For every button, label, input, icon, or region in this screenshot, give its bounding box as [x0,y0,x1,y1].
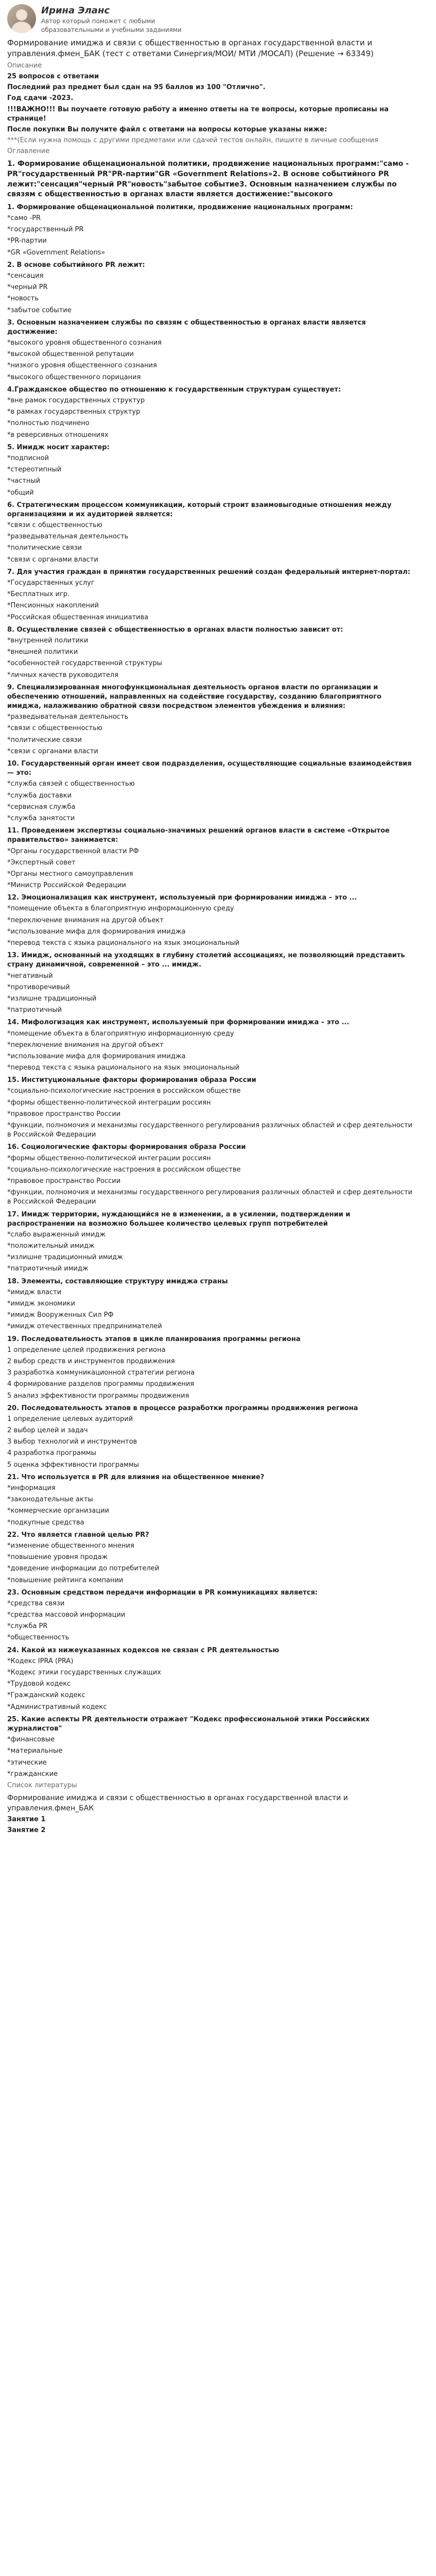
answer-option: *в рамках государственных структур [7,408,141,416]
lesson-2: Занятие 2 [7,1826,46,1835]
avatar[interactable] [7,4,36,33]
question-text: 2. В основе событийного PR лежит: [7,261,145,269]
question-text: 18. Элементы, составляющие структуру имиджа страны [7,1277,228,1285]
question-text: 17. Имидж территории, нуждающийся не в изменении, а в усилении, подтверждении и распространении на возможно большее количество целевых групп потребителей [7,1210,351,1228]
answer-option: 1 определение целевых аудиторий [7,1415,133,1423]
intro-line: !!!ВАЖНО!!! Вы поучаете готовую работу а именно ответы на те вопросы, которые прописаны на странице! [7,105,389,123]
answer-option: *имидж Вооруженных Сил РФ [7,1311,114,1319]
answer-option: *финансовые [7,1736,55,1744]
answer-option: *материальные [7,1747,63,1755]
question-text: 3. Основным назначением службы по связям с общественностью в органах власти является достижение: [7,318,366,336]
question-text: 14. Мифологизация как инструмент, используемый при формировании имиджа – это ... [7,1019,350,1027]
answer-option: *связи с органами власти [7,555,98,564]
question-text: 23. Основным средством передачи информации в PR коммуникациях является: [7,1588,318,1597]
answer-option: *Органы государственной власти РФ [7,847,139,855]
answer-option: *патриотичный [7,1006,62,1014]
answer-option: *Кодекс этики государственных служащих [7,1669,161,1677]
answer-option: *перевод текста с языка рационального на язык эмоциональный [7,939,240,947]
answer-option: *внешней политики [7,648,78,656]
question-text: 5. Имидж носит характер: [7,443,110,451]
answer-option: *доведение информации до потребителей [7,1565,160,1573]
author-description: Автор который поможет с любыми образовательными и учебными заданиями [41,18,182,33]
answer-option: *общественность [7,1634,69,1642]
answer-option: *PR-партии [7,237,47,245]
answer-option: *Гражданский кодекс [7,1691,85,1700]
answer-option: *низкого уровня общественного сознания [7,362,157,370]
answer-option: *излишне традиционный [7,994,97,1003]
answer-option: *служба PR [7,1622,48,1631]
answer-option: *частный [7,477,41,485]
answer-option: *служба занятости [7,814,75,822]
answer-option: *этические [7,1758,47,1767]
answer-option: *вне рамок государственных структур [7,397,145,405]
answer-option: *стереотипный [7,466,62,474]
answer-option: *Пенсионных накоплений [7,602,99,610]
question-text: 11. Проведением экспертизы социально-значимых решений органов власти в системе «Открытое правительство» занимается: [7,827,390,844]
intro-line: Описание [7,61,42,70]
intro-line: 25 вопросов с ответами [7,72,99,80]
answer-option: *использование мифа для формирования имиджа [7,1052,186,1060]
answer-option: *Экспертный совет [7,858,76,867]
question-text: 22. Что является главной целью PR? [7,1531,149,1539]
answer-option: *связи с общественностью [7,724,102,733]
answer-option: *средства связи [7,1599,65,1607]
answer-option: *связи с органами власти [7,747,98,755]
answer-option: *излишне традиционный имидж [7,1253,123,1262]
lesson-1: Занятие 1 [7,1816,46,1824]
intro-line: Год сдачи -2023. [7,94,74,103]
answer-option: *гражданские [7,1770,58,1778]
answer-option: *внутренней политики [7,636,89,645]
answer-option: *переключение внимания на другой объект [7,1041,164,1049]
answer-option: *подкупные средства [7,1518,84,1527]
question-text: 10. Государственный орган имеет свои подразделения, осуществляющие социальные взаимодействия — это: [7,760,412,777]
answer-option: *слабо выраженный имидж [7,1230,106,1239]
answer-option: *Российская общественная инициатива [7,613,149,621]
answer-option: *социально-психологические настроения в российском обществе [7,1087,241,1095]
questions-section [7,159,414,1778]
answer-option: *подписной [7,454,49,462]
question-text: 1. Формирование общенациональной политики, продвижение национальных программ:"само -PR"государственный PR"PR-партии"GR «Government Relations»2. В основе событийного PR лежит:"сенсация"черный PR"новость"забытое событие3. Основным назначением службы по связям с общественностью в органах власти является достижение:"высокого [7,160,409,199]
answer-option: *правовое пространство России [7,1177,121,1185]
document-title: Формирование имиджа и связи с общественностью в органах государственной власти и управления.фмен_БАК (тест с ответами Синергия/МОИ/ МТИ /МОСАП) (Решение → 63349) [7,38,374,58]
answer-option: *Государственных услуг [7,579,95,587]
intro-line: Оглавление [7,147,50,156]
answer-option: *служба связей с общественностью [7,780,135,788]
answer-option: *разведывательная деятельность [7,533,129,541]
answer-option: *полностью подчинено [7,419,90,428]
answer-option: *коммерческие организации [7,1507,110,1515]
question-text: 12. Эмоционализация как инструмент, используемый при формировании имиджа – это ... [7,894,357,902]
answer-option: *общий [7,488,34,497]
answer-option: *информация [7,1484,56,1493]
answer-option: *функции, полномочия и механизмы государственного регулирования различных областей и сфер деятельности в Российской Федерации [7,1189,413,1206]
answer-option: 3 разработка коммуникационной стратегии региона [7,1369,195,1377]
answer-option: *Министр Российской Федерации [7,882,126,890]
answer-option: *политические связи [7,736,82,744]
question-text: 7. Для участия граждан в принятии государственных решений создан федеральный интернет-портал: [7,568,411,576]
answer-option: *высокого общественного порицания [7,373,141,381]
answer-option: *имидж отечественных предпринимателей [7,1323,162,1331]
answer-option: *изменение общественного мнения [7,1541,134,1550]
answer-option: *функции, полномочия и механизмы государственного регулирования различных областей и сфер деятельности в Российской Федерации [7,1122,413,1139]
answer-option: *GR «Government Relations» [7,248,106,257]
footer-title: Формирование имиджа и связи с общественностью в органах государственной власти и управления.фмен_БАК [7,1794,348,1812]
answer-option: *законодательные акты [7,1496,93,1504]
answer-option: *Бесплатных игр. [7,590,70,599]
answer-option: *Трудовой кодекс [7,1680,71,1688]
answer-option: 3 выбор технологий и инструментов [7,1438,137,1446]
answer-option: *переключение внимания на другой объект [7,916,164,924]
answer-option: *Административный кодекс [7,1703,107,1711]
answer-option: 4 разработка программы [7,1449,96,1458]
answer-option: 4 формирование разделов программы продвижения [7,1380,195,1388]
question-text: 25. Какие аспекты PR деятельности отражает "Кодекс профессиональной этики Российских журналистов" [7,1715,370,1733]
answer-option: *сенсация [7,272,44,280]
question-text: 13. Имидж, основанный на уходящих в глубину столетий ассоциациях, не позволяющий представить страну динамичной, современной – это ... имидж. [7,952,405,969]
answer-option: *связи с общественностью [7,521,102,530]
answer-option: *повышение уровня продаж [7,1553,108,1562]
answer-option: *противоречивый [7,983,70,991]
answer-option: *патриотичный имидж [7,1265,89,1273]
question-text: 6. Стратегическим процессом коммуникации, который строит взаимовыгодные отношения между организациями и их аудиторией является: [7,501,392,518]
answer-option: 1 определение целей продвижения региона [7,1346,166,1354]
answer-option: *Кодекс IPRA (PRA) [7,1657,74,1665]
answer-option: 5 анализ эффективности программы продвижения [7,1392,189,1400]
intro-line: Последний раз предмет был сдан на 95 баллов из 100 "Отлично". [7,83,266,92]
answer-option: *сервисная служба [7,803,76,811]
answer-option: *политические связи [7,544,82,552]
intro-line: После покупки Вы получите файл с ответами на вопросы которые указаны ниже: [7,125,327,133]
question-text: 24. Какой из нижеуказанных кодексов не связан с PR деятельностью [7,1646,280,1654]
answer-option: *помещение объекта в благоприятную информационную среду [7,1029,234,1038]
answer-option: *высокой общественной репутации [7,350,134,359]
author-header [7,4,414,35]
question-text: 4.Гражданское общество по отношению к государственным структурам существует: [7,385,341,394]
question-text: 8. Осуществление связей с общественностью в органах власти полностью зависит от: [7,625,343,634]
answer-option: *правовое пространство России [7,1110,121,1118]
answer-option: 2 выбор целей и задач [7,1427,88,1435]
answer-option: *формы общественно-политической интеграции россиян [7,1154,211,1162]
answer-option: *перевод текста с языка рационального на язык эмоциональный [7,1064,240,1072]
answer-option: *использование мифа для формирования имиджа [7,927,186,936]
intro-section [7,61,414,157]
answer-option: *помещение объекта в благоприятную информационную среду [7,905,234,913]
answer-option: *черный PR [7,283,48,292]
answer-option: 5 оценка эффективности программы [7,1461,139,1469]
answer-option: *имидж власти [7,1288,62,1296]
answer-option: *негативный [7,972,53,980]
answer-option: *Органы местного самоуправления [7,870,133,878]
question-text: 9. Специализированная многофункциональная деятельность органов власти по организации и обеспечению отношений, направленных на содействие государству, созданию благоприятного имиджа, налаживанию обратной связи посредством элементов убеждения и влияния: [7,683,381,710]
answer-option: *само -PR [7,214,41,223]
answer-option: *новость [7,295,39,303]
answer-option: 2 выбор средств и инструментов продвижения [7,1357,175,1365]
answer-option: *в реверсивных отношениях [7,431,109,439]
answer-option: *служба доставки [7,791,72,800]
intro-line: ***(Если нужна помощь с другими предметами или сдачей тестов онлайн, пишите в личные сообщения [7,137,378,145]
question-text: 1. Формирование общенациональной политики, продвижение национальных программ: [7,203,353,211]
answer-option: *государственный PR [7,226,84,234]
question-text: 21. Что используется в PR для влияния на общественное мнение? [7,1473,265,1481]
answer-option: *высокого уровня общественного сознания [7,339,162,347]
author-name[interactable]: Ирина Эланс [41,5,110,16]
answer-option: *формы общественно-политической интеграции россиян [7,1098,211,1107]
answer-option: *личных качеств руководителя [7,671,119,679]
question-text: 16. Социологические факторы формирования образа России [7,1143,246,1151]
answer-option: *забытое событие [7,306,72,314]
question-text: 20. Последовательность этапов в процессе разработки программы продвижения региона [7,1404,358,1412]
question-text: 19. Последовательность этапов в цикле планирования программы региона [7,1335,301,1343]
answer-option: *разведывательная деятельность [7,713,129,721]
answer-option: *социально-психологические настроения в российском обществе [7,1165,241,1174]
answer-option: *повышение рейтинга компании [7,1576,124,1584]
answer-option: *имидж экономики [7,1300,75,1308]
question-text: 15. Институциональные факторы формирования образа России [7,1076,256,1084]
answer-option: *особенностей государственной структуры [7,659,162,668]
literature-heading: Список литературы [7,1781,77,1789]
answer-option: *средства массовой информации [7,1611,126,1619]
answer-option: *положительный имидж [7,1242,95,1250]
